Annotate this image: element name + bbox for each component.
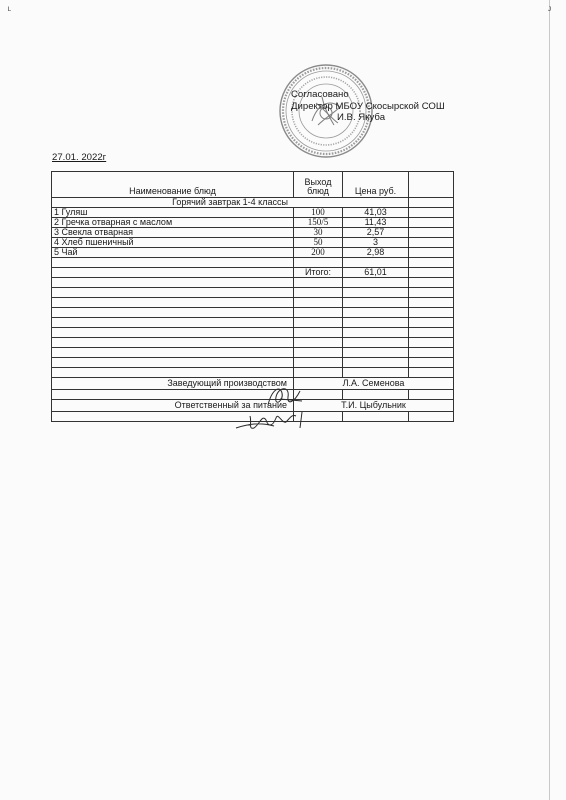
signature-role: Ответственный за питание	[52, 400, 294, 412]
approval-block	[291, 89, 445, 124]
signature-name: Т.И. Цыбульник	[294, 400, 454, 412]
dish-name: 3 Свекла отварная	[52, 228, 294, 238]
handwritten-signature-2	[232, 408, 310, 434]
approval-line-3: И.В. Якуба	[337, 112, 386, 124]
empty-row	[52, 368, 454, 378]
header-yield: Выход блюд	[294, 172, 343, 198]
dish-price: 2,98	[343, 248, 409, 258]
total-label: Итого:	[294, 268, 343, 278]
dish-yield: 200	[294, 248, 343, 258]
dish-price: 11,43	[343, 218, 409, 228]
signature-role: Заведующий производством	[52, 378, 294, 390]
total-row	[52, 268, 454, 278]
section-row	[52, 198, 454, 208]
document-date: 27.01. 2022г	[52, 152, 107, 163]
table-row	[52, 208, 454, 218]
dish-yield: 30	[294, 228, 343, 238]
signature-name: Л.А. Семенова	[294, 378, 454, 390]
empty-row	[52, 338, 454, 348]
header-price: Цена руб.	[343, 172, 409, 198]
dish-price: 41,03	[343, 208, 409, 218]
dish-price: 3	[343, 238, 409, 248]
header-empty	[409, 172, 454, 198]
empty-row	[52, 318, 454, 328]
header-name: Наименование блюд	[52, 172, 294, 198]
table-header-row	[52, 172, 454, 198]
total-value: 61,01	[343, 268, 409, 278]
dish-yield: 50	[294, 238, 343, 248]
dish-price: 2,57	[343, 228, 409, 238]
scan-mark: ᴸ	[8, 5, 12, 15]
dish-name: 5 Чай	[52, 248, 294, 258]
dish-name: 1 Гуляш	[52, 208, 294, 218]
empty-row	[52, 328, 454, 338]
empty-row	[52, 258, 454, 268]
empty-row	[52, 278, 454, 288]
empty-row	[52, 358, 454, 368]
dish-yield: 150/5	[294, 218, 343, 228]
table-row	[52, 238, 454, 248]
empty-row	[52, 308, 454, 318]
table-row	[52, 218, 454, 228]
empty-row	[52, 348, 454, 358]
scan-edge-line	[549, 0, 550, 800]
menu-table	[51, 171, 454, 422]
scan-mark: ᴶ	[548, 5, 551, 15]
section-title: Горячий завтрак 1-4 классы	[52, 198, 409, 208]
dish-name: 4 Хлеб пшеничный	[52, 238, 294, 248]
empty-row	[52, 390, 454, 400]
empty-row	[52, 298, 454, 308]
dish-name: 2 Гречка отварная с маслом	[52, 218, 294, 228]
dish-yield: 100	[294, 208, 343, 218]
table-row	[52, 228, 454, 238]
empty-row	[52, 288, 454, 298]
table-row	[52, 248, 454, 258]
signature-row	[52, 378, 454, 390]
approval-line-2: Директор МБОУ Скосырской СОШ	[291, 100, 445, 112]
approval-line-1: Согласовано	[291, 89, 349, 100]
